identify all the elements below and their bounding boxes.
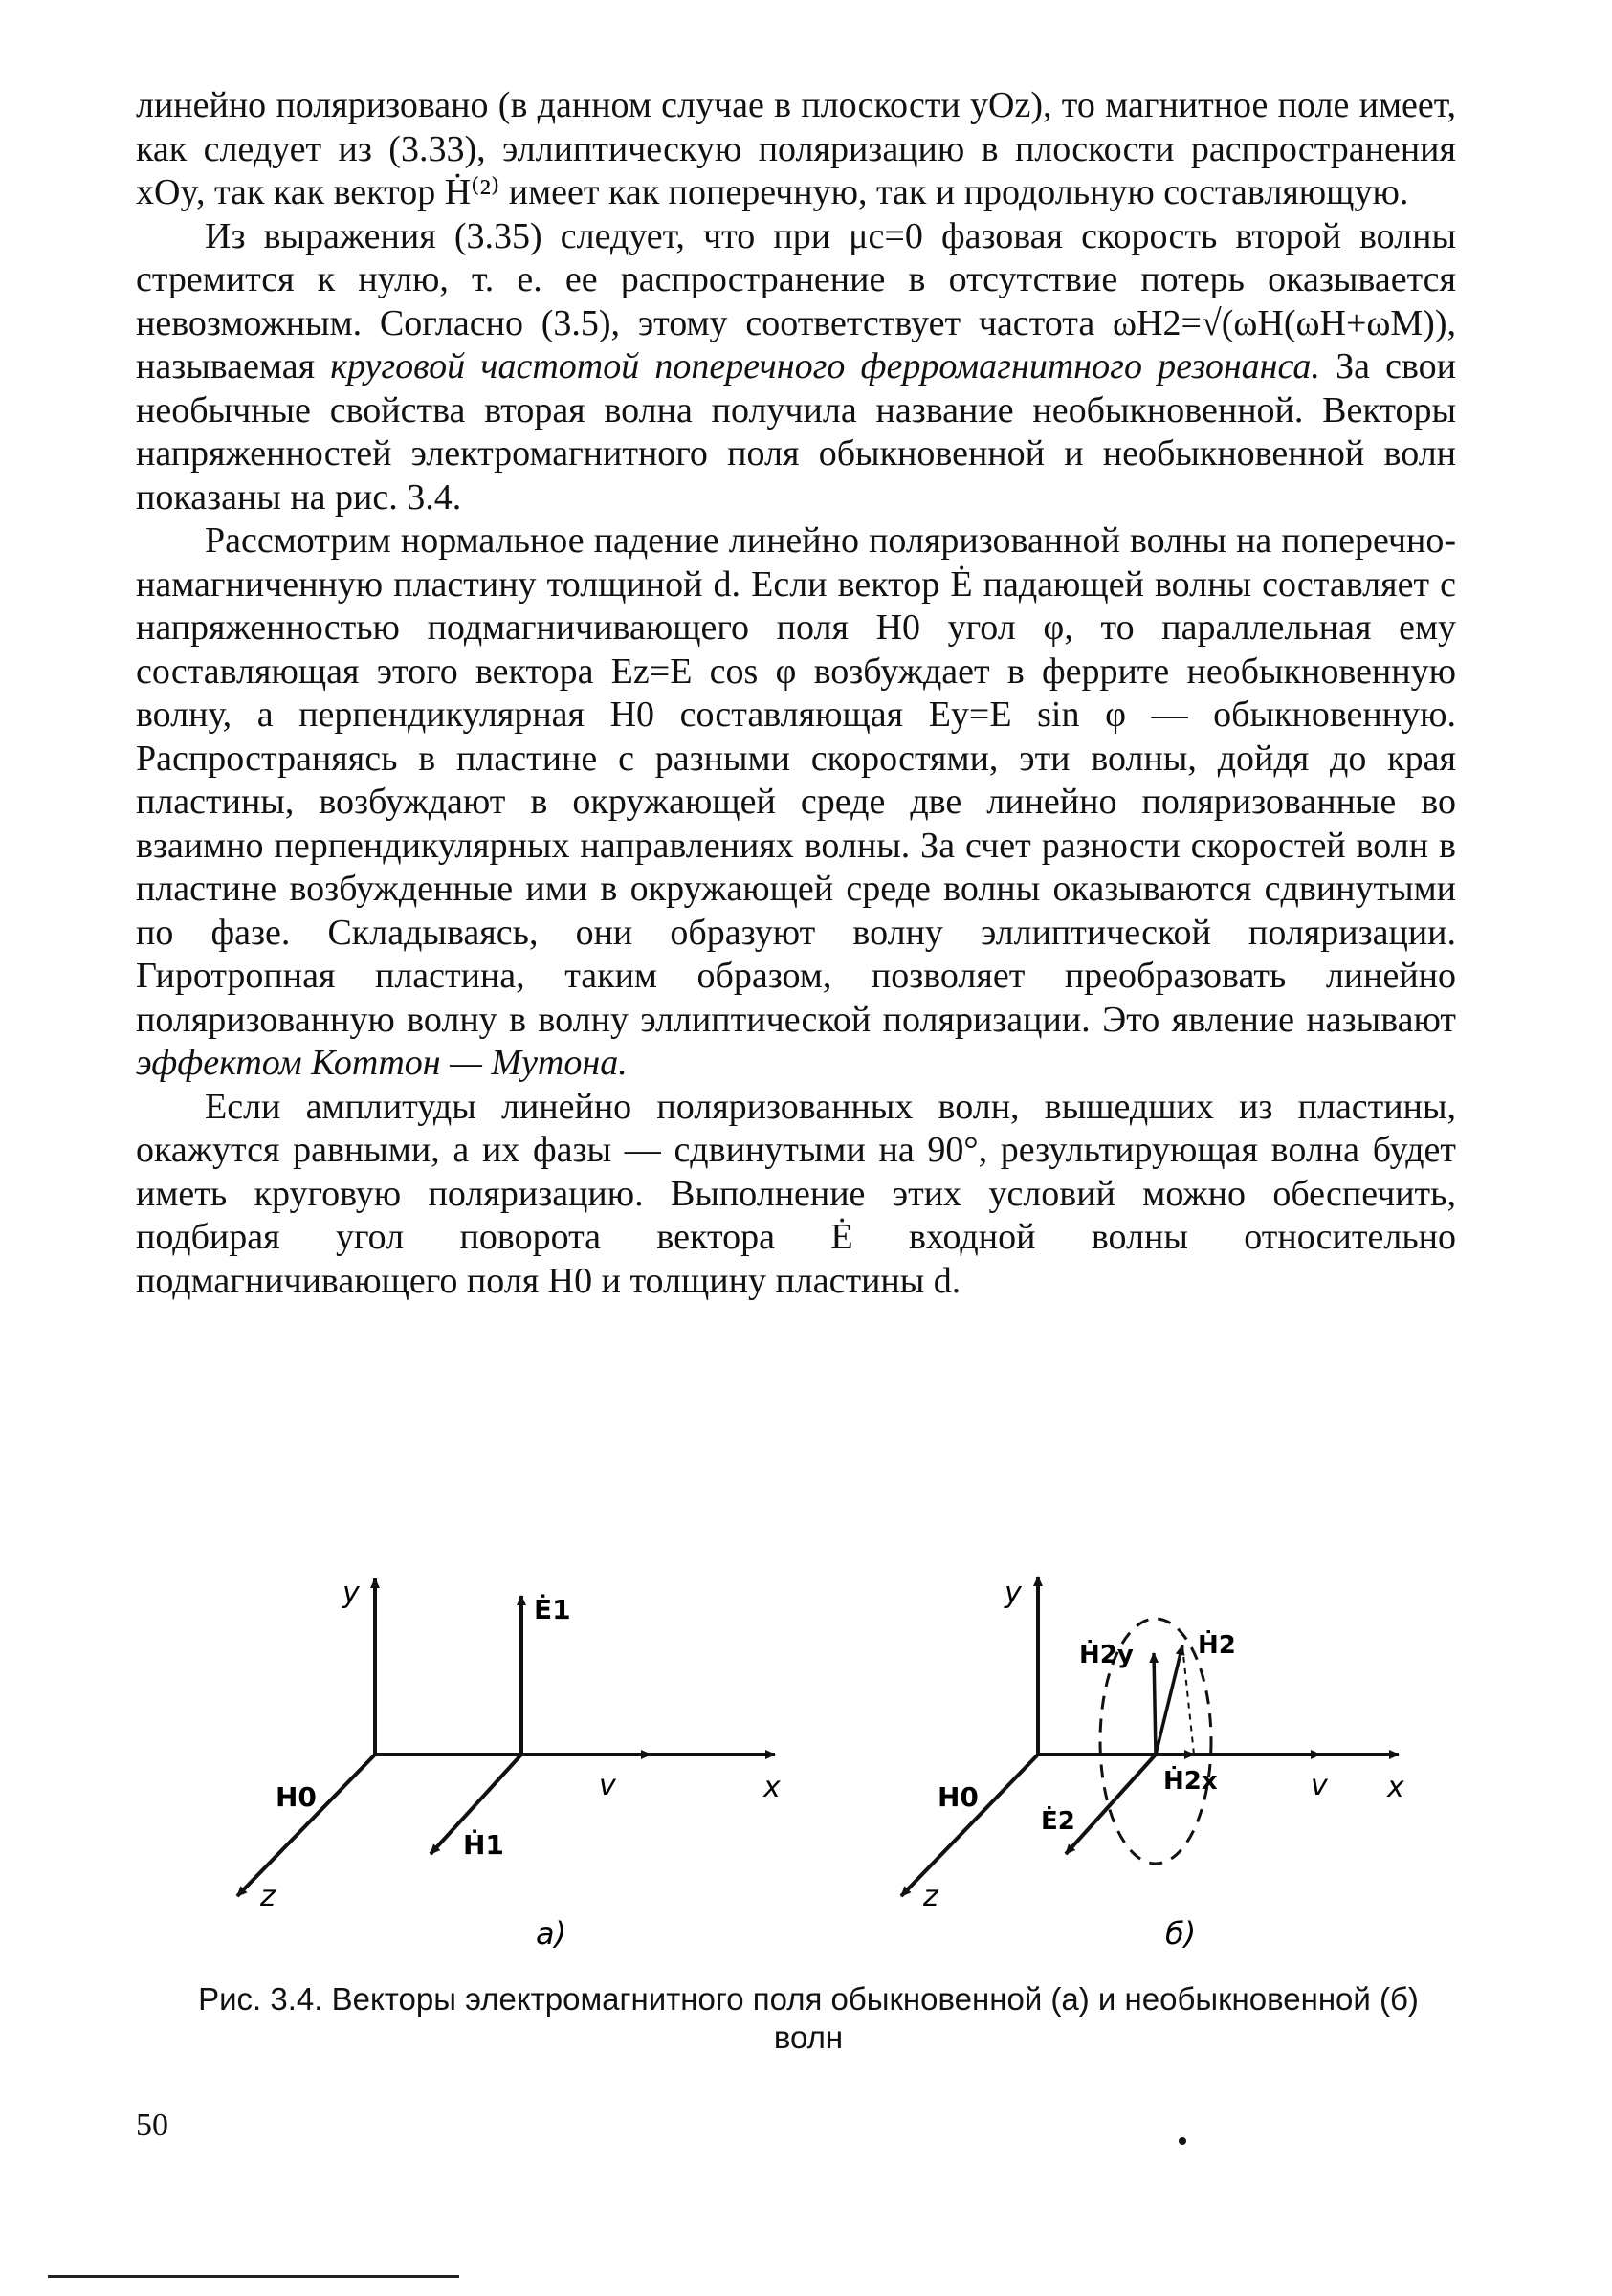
diagram-b-H0-label: H0 — [938, 1781, 979, 1813]
diagram-b-v-label: v — [1311, 1769, 1328, 1802]
diagram-b-dashed-proj — [1182, 1645, 1194, 1755]
paragraph-2-italic: круговой частотой поперечного ферромагнитного резонанса. — [330, 346, 1320, 386]
diagram-b-H2-label: Ḣ2 — [1198, 1631, 1236, 1660]
diagram-b-sublabel: б) — [1165, 1915, 1197, 1952]
diagram-b-E2-label: Ė2 — [1041, 1807, 1075, 1836]
diagram-b-y-label: y — [1005, 1577, 1022, 1610]
diagram-a-y-label: y — [342, 1577, 360, 1610]
figure-3-4 — [191, 1550, 1425, 1961]
paragraph-3 — [136, 519, 1456, 1086]
paragraph-4-text: Если амплитуды линейно поляризованных волн, вышедших из пластины, окажутся равными, а их фазы — сдвинутыми на 90°, результирующая волна будет иметь круговую поляризацию. Выполнение этих условий можно обеспечить, подбирая угол поворота вектора Ė входной волны относительно подмагничивающего поля H0 и толщину пластины d. — [136, 1086, 1456, 1301]
diagram-a-sublabel: а) — [536, 1915, 567, 1952]
diagram-b — [901, 1577, 1404, 1952]
diagram-a-v-label: v — [599, 1769, 616, 1802]
bottom-rule — [48, 2275, 459, 2278]
paragraph-2-tail: За свои необычные свойства вторая волна получила название необыкновенной. Векторы напряженностей электромагнитного поля обыкновенной и необыкновенной волн показаны на рис. 3.4. — [136, 346, 1456, 518]
paragraph-1 — [136, 84, 1456, 215]
figure-caption: Рис. 3.4. Векторы электромагнитного поля обыкновенной (а) и необыкновенной (б) волн — [198, 1981, 1419, 2055]
diagram-a-E1-label: Ė1 — [534, 1594, 571, 1625]
diagram-b-H2y-label: Ḣ2y — [1079, 1641, 1134, 1669]
diagram-a-x-label: x — [763, 1771, 781, 1804]
diagram-a — [237, 1577, 781, 1952]
stray-dot — [1179, 2137, 1186, 2145]
paragraph-2-text: Из выражения (3.35) следует, что при μc=0 фазовая скорость второй волны стремится к нулю, т. е. ее распространение в отсутствие потерь оказывается невозможным. Согласно (3.5), этому соответствует частота ωH2=√(ωH(ωH+ωM)), называемая — [136, 215, 1456, 386]
diagram-b-z-label: z — [923, 1880, 938, 1913]
paragraph-2 — [136, 215, 1456, 520]
diagram-b-H2y-vector — [1154, 1653, 1156, 1755]
diagram-a-H0-label: H0 — [276, 1781, 317, 1813]
diagram-b-H2-vector — [1156, 1645, 1182, 1755]
diagram-a-H1-label: Ḣ1 — [463, 1829, 504, 1861]
diagram-a-z-label: z — [260, 1880, 276, 1913]
figure-diagrams — [191, 1550, 1425, 1961]
paragraph-3-text: Рассмотрим нормальное падение линейно поляризованной волны на поперечно-намагниченную пластину толщиной d. Если вектор Ė падающей волны составляет с напряженностью подмагничивающего поля H0 угол φ, то параллельная ему составляющая этого вектора Ez=E cos φ возбуждает в феррите необыкновенную волну, а перпендикулярная H0 составляющая Ey=E sin φ — обыкновенную. Распространяясь в пластине с разными скоростями, эти волны, дойдя до края пластины, возбуждают в окружающей среде две линейно поляризованные во взаимно перпендикулярных направлениях волны. За счет разности скоростей волн в пластине возбужденные ими в окружающей среде волны оказываются сдвинутыми по фазе. Складываясь, они образуют волну эллиптической поляризации. Гиротропная пластина, таким образом, позволяет преобразовать линейно поляризованную волну в волну эллиптической поляризации. Это явление называют — [136, 520, 1456, 1040]
paragraph-1-text: линейно поляризовано (в данном случае в плоскости yOz), то магнитное поле имеет, как следует из (3.33), эллиптическую поляризацию в плоскости распространения xOy, так как вектор Ḣ⁽²⁾ имеет как поперечную, так и продольную составляющую. — [136, 85, 1456, 212]
diagram-b-H2x-label: Ḣ2x — [1163, 1767, 1218, 1796]
diagram-b-x-label: x — [1387, 1771, 1404, 1804]
page-number: 50 — [136, 2108, 168, 2143]
diagram-b-E2-vector — [1066, 1755, 1156, 1854]
body-text — [136, 84, 1456, 1303]
diagram-b-z-axis — [901, 1755, 1038, 1896]
diagram-a-z-axis — [237, 1755, 375, 1896]
paragraph-3-italic: эффектом Коттон — Мутона. — [136, 1043, 628, 1083]
paragraph-4 — [136, 1086, 1456, 1304]
